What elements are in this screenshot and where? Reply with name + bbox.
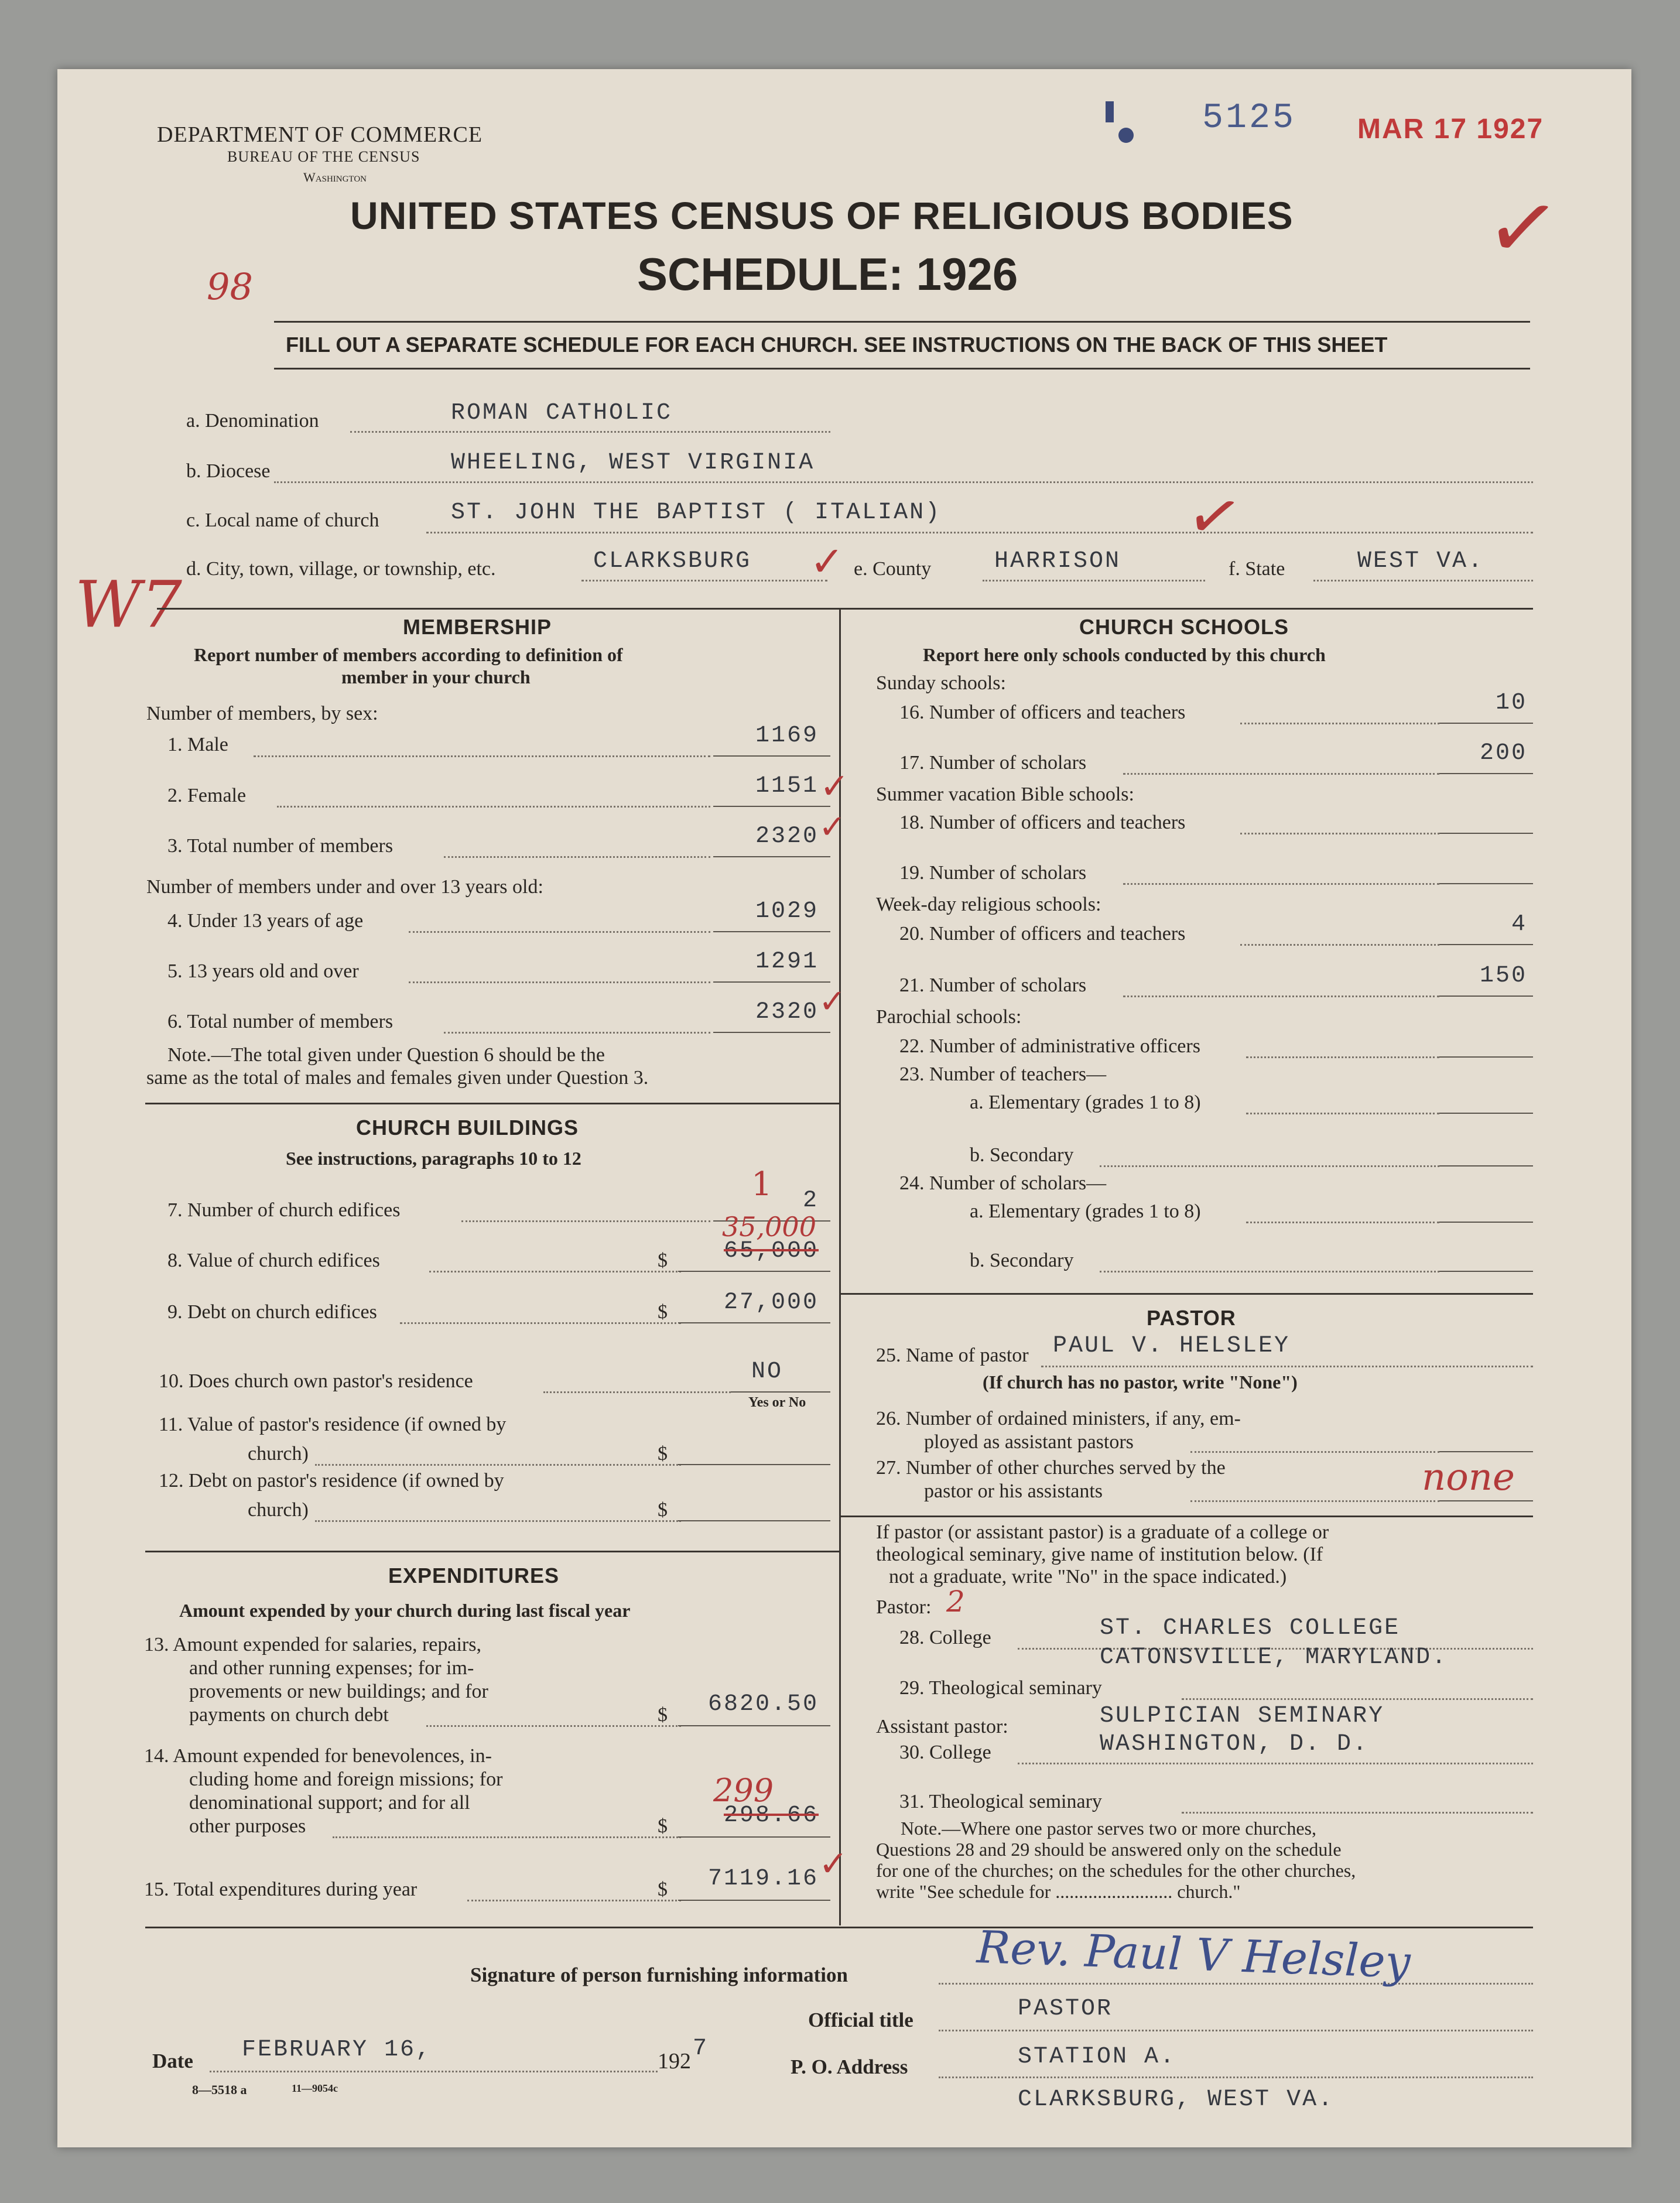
q3-value: 2320 bbox=[755, 823, 819, 850]
q9-value: 27,000 bbox=[723, 1289, 819, 1316]
q30-label: 30. College bbox=[899, 1742, 991, 1763]
county-label: e. County bbox=[854, 558, 932, 580]
q14-line4: other purposes bbox=[189, 1815, 306, 1837]
expenditures-heading: EXPENDITURES bbox=[388, 1564, 560, 1588]
q8-label: 8. Value of church edifices bbox=[167, 1250, 380, 1271]
q2-label: 2. Female bbox=[167, 785, 247, 806]
assistant-line2: WASHINGTON, D. D. bbox=[1100, 1731, 1369, 1757]
q25-note: (If church has no pastor, write "None") bbox=[983, 1371, 1298, 1393]
form-number: 8—5518 a bbox=[192, 2082, 247, 2097]
q27-line1: 27. Number of other churches served by the bbox=[876, 1457, 1226, 1479]
q8-dollar: $ bbox=[658, 1250, 668, 1271]
church-name-label: c. Local name of church bbox=[186, 509, 379, 531]
margin-ink-mark: W7 bbox=[75, 567, 183, 642]
state-value: WEST VA. bbox=[1357, 548, 1484, 574]
year-prefix: 192 bbox=[658, 2049, 691, 2074]
expenditures-sub: Amount expended by your church during last fiscal year bbox=[179, 1600, 631, 1621]
denomination-label: a. Denomination bbox=[186, 410, 319, 432]
q2-value: 1151 bbox=[755, 773, 819, 799]
q14-value: 298.66 bbox=[723, 1802, 819, 1829]
official-title-label: Official title bbox=[808, 2009, 913, 2031]
diocese-value: WHEELING, WEST VIRGINIA bbox=[451, 450, 815, 476]
ink-check-q15: ✓ bbox=[819, 1843, 848, 1884]
q6-value: 2320 bbox=[755, 999, 819, 1025]
q21-value: 150 bbox=[1479, 963, 1527, 989]
q5-value: 1291 bbox=[755, 949, 819, 975]
diocese-label: b. Diocese bbox=[186, 460, 271, 482]
q6-label: 6. Total number of members bbox=[167, 1011, 394, 1032]
q15-value: 7119.16 bbox=[707, 1866, 819, 1892]
q14-line2: cluding home and foreign missions; for bbox=[189, 1768, 503, 1790]
q13-line3: provements or new buildings; and for bbox=[189, 1681, 488, 1702]
q25-label: 25. Name of pastor bbox=[876, 1345, 1029, 1366]
membership-note2: same as the total of males and females given under Question 3. bbox=[146, 1067, 649, 1089]
q4-value: 1029 bbox=[755, 898, 819, 925]
membership-sub1: Report number of members according to definition of bbox=[194, 644, 623, 665]
q29-label: 29. Theological seminary bbox=[899, 1677, 1102, 1699]
pastor-note-4: write "See schedule for ......................... church." bbox=[876, 1881, 1241, 1902]
po-address-label: P. O. Address bbox=[791, 2055, 908, 2078]
q12-label: 12. Debt on pastor's residence (if owned by bbox=[159, 1470, 504, 1492]
vacation-label: Summer vacation Bible schools: bbox=[876, 784, 1134, 805]
q13-line2: and other running expenses; for im- bbox=[189, 1657, 474, 1679]
pastor-label: Pastor: bbox=[876, 1596, 932, 1618]
ink-check-q6: ✓ bbox=[819, 983, 846, 1021]
q13-value: 6820.50 bbox=[707, 1691, 819, 1718]
census-form bbox=[57, 69, 1631, 2147]
church-name-value: ST. JOHN THE BAPTIST ( ITALIAN) bbox=[451, 500, 942, 526]
q11-dollar: $ bbox=[658, 1443, 668, 1465]
q10-value: NO bbox=[751, 1359, 783, 1385]
q23-label: 23. Number of teachers— bbox=[899, 1063, 1107, 1085]
po-address-line1: STATION A. bbox=[1018, 2044, 1176, 2070]
q8-ink-correction: 35,000 bbox=[722, 1211, 816, 1243]
q25-value: PAUL V. HELSLEY bbox=[1053, 1333, 1291, 1359]
assistant-line1: SULPICIAN SEMINARY bbox=[1100, 1703, 1385, 1729]
q7-value: 2 bbox=[802, 1188, 819, 1214]
bureau-name: BUREAU OF THE CENSUS bbox=[227, 148, 420, 165]
form-title: UNITED STATES CENSUS OF RELIGIOUS BODIES bbox=[350, 194, 1294, 237]
q9-dollar: $ bbox=[658, 1301, 668, 1323]
assistant-label: Assistant pastor: bbox=[876, 1716, 1008, 1737]
q23a-label: a. Elementary (grades 1 to 8) bbox=[970, 1092, 1201, 1113]
q17-label: 17. Number of scholars bbox=[899, 752, 1087, 774]
q7-ink-correction: 1 bbox=[751, 1165, 772, 1203]
denomination-value: ROMAN CATHOLIC bbox=[451, 400, 673, 426]
sunday-label: Sunday schools: bbox=[876, 672, 1006, 694]
pastor-note-3: for one of the churches; on the schedules for the other churches, bbox=[876, 1860, 1356, 1881]
q28-line2: CATONSVILLE, MARYLAND. bbox=[1100, 1644, 1448, 1671]
pastor-ink-mark: 2 bbox=[946, 1585, 965, 1619]
year-digit: 7 bbox=[693, 2036, 709, 2062]
schedule-title: SCHEDULE: 1926 bbox=[637, 248, 1018, 300]
q28-label: 28. College bbox=[899, 1627, 991, 1648]
city-label: d. City, town, village, or township, etc. bbox=[186, 558, 496, 580]
official-title-value: PASTOR bbox=[1018, 1996, 1113, 2022]
q27-line2: pastor or his assistants bbox=[924, 1480, 1103, 1502]
date-label: Date bbox=[152, 2050, 193, 2072]
rule-top bbox=[274, 321, 1530, 323]
q15-label: 15. Total expenditures during year bbox=[144, 1879, 418, 1900]
rule-bottom bbox=[274, 368, 1530, 370]
q7-label: 7. Number of church edifices bbox=[167, 1199, 401, 1221]
buildings-heading: CHURCH BUILDINGS bbox=[356, 1116, 579, 1140]
q10-label: 10. Does church own pastor's residence bbox=[159, 1370, 473, 1392]
q15-dollar: $ bbox=[658, 1879, 668, 1900]
q5-label: 5. 13 years old and over bbox=[167, 960, 359, 982]
stamp-dot bbox=[1118, 128, 1134, 143]
buildings-sub: See instructions, paragraphs 10 to 12 bbox=[286, 1148, 581, 1169]
q23b-label: b. Secondary bbox=[970, 1144, 1074, 1166]
q16-label: 16. Number of officers and teachers bbox=[899, 702, 1186, 723]
parochial-label: Parochial schools: bbox=[876, 1006, 1022, 1028]
q28-line1: ST. CHARLES COLLEGE bbox=[1100, 1615, 1401, 1641]
q14-ink-correction: 299 bbox=[713, 1772, 774, 1809]
graduate-note-2: theological seminary, give name of institution below. (If bbox=[876, 1544, 1323, 1565]
ink-check-q2: ✓ bbox=[820, 766, 850, 807]
pastor-note-1: Note.—Where one pastor serves two or more churches, bbox=[901, 1818, 1316, 1839]
q11-label: 11. Value of pastor's residence (if owned by bbox=[159, 1414, 507, 1435]
q12-dollar: $ bbox=[658, 1499, 668, 1521]
q17-value: 200 bbox=[1479, 740, 1527, 767]
schools-heading: CHURCH SCHOOLS bbox=[1079, 615, 1289, 639]
q12-label2: church) bbox=[248, 1499, 309, 1521]
serial-number: 5125 bbox=[1202, 98, 1296, 138]
q31-label: 31. Theological seminary bbox=[899, 1791, 1102, 1812]
date-value: FEBRUARY 16, bbox=[242, 2037, 432, 2063]
ink-mark-98: 98 bbox=[207, 265, 253, 308]
q18-label: 18. Number of officers and teachers bbox=[899, 812, 1186, 833]
instruction-line: FILL OUT A SEPARATE SCHEDULE FOR EACH CHURCH. SEE INSTRUCTIONS ON THE BACK OF THIS SHEET bbox=[286, 333, 1388, 357]
po-address-line2: CLARKSBURG, WEST VA. bbox=[1018, 2086, 1335, 2113]
q20-label: 20. Number of officers and teachers bbox=[899, 923, 1186, 945]
ink-check-q3: ✓ bbox=[819, 808, 846, 846]
graduate-note-3: not a graduate, write "No" in the space indicated.) bbox=[889, 1566, 1287, 1588]
q26-line1: 26. Number of ordained ministers, if any, em- bbox=[876, 1408, 1241, 1429]
q9-label: 9. Debt on church edifices bbox=[167, 1301, 377, 1323]
under-over-label: Number of members under and over 13 years old: bbox=[146, 876, 543, 898]
q26-line2: ployed as assistant pastors bbox=[924, 1431, 1134, 1453]
schools-sub: Report here only schools conducted by this church bbox=[923, 644, 1326, 665]
q22-label: 22. Number of administrative officers bbox=[899, 1035, 1200, 1057]
yes-no-hint: Yes or No bbox=[748, 1395, 806, 1410]
q24-label: 24. Number of scholars— bbox=[899, 1172, 1107, 1194]
ink-check-church: ✓ bbox=[1180, 474, 1249, 559]
ink-check-city: ✓ bbox=[810, 538, 844, 586]
signature-label: Signature of person furnishing information bbox=[470, 1963, 848, 1986]
q21-label: 21. Number of scholars bbox=[899, 974, 1087, 996]
q14-dollar: $ bbox=[658, 1815, 668, 1837]
pastor-signature: Rev. Paul V Helsley bbox=[976, 1921, 1412, 1988]
q1-label: 1. Male bbox=[167, 734, 228, 755]
washington-label: Washington bbox=[303, 170, 367, 184]
print-number: 11—9054c bbox=[292, 2082, 338, 2094]
pastor-note-2: Questions 28 and 29 should be answered only on the schedule bbox=[876, 1839, 1342, 1860]
city-value: CLARKSBURG bbox=[593, 548, 752, 574]
department-name: DEPARTMENT OF COMMERCE bbox=[157, 122, 483, 147]
q13-dollar: $ bbox=[658, 1704, 668, 1726]
q16-value: 10 bbox=[1495, 690, 1527, 716]
q24a-label: a. Elementary (grades 1 to 8) bbox=[970, 1200, 1201, 1222]
state-label: f. State bbox=[1229, 558, 1285, 580]
membership-heading: MEMBERSHIP bbox=[403, 615, 552, 639]
by-sex-label: Number of members, by sex: bbox=[146, 703, 378, 724]
q19-label: 19. Number of scholars bbox=[899, 862, 1087, 884]
q11-label2: church) bbox=[248, 1443, 309, 1465]
ink-check-top: ✓ bbox=[1479, 173, 1567, 284]
q4-label: 4. Under 13 years of age bbox=[167, 910, 364, 932]
membership-note1: Note.—The total given under Question 6 should be the bbox=[167, 1044, 605, 1066]
q14-line1: 14. Amount expended for benevolences, in- bbox=[144, 1745, 492, 1767]
q3-label: 3. Total number of members bbox=[167, 835, 394, 857]
q24b-label: b. Secondary bbox=[970, 1250, 1074, 1271]
pastor-heading: PASTOR bbox=[1147, 1306, 1236, 1330]
q8-value: 65,000 bbox=[723, 1238, 819, 1264]
q20-value: 4 bbox=[1511, 911, 1527, 938]
q27-value: none bbox=[1422, 1456, 1515, 1499]
q13-line1: 13. Amount expended for salaries, repairs, bbox=[144, 1634, 481, 1655]
stamp-mark bbox=[1106, 101, 1114, 122]
q14-line3: denominational support; and for all bbox=[189, 1792, 470, 1814]
graduate-note-1: If pastor (or assistant pastor) is a graduate of a college or bbox=[876, 1521, 1329, 1543]
received-stamp: MAR 17 1927 bbox=[1357, 114, 1544, 145]
membership-sub2: member in your church bbox=[341, 666, 531, 687]
county-value: HARRISON bbox=[994, 548, 1121, 574]
q13-line4: payments on church debt bbox=[189, 1704, 389, 1726]
weekday-label: Week-day religious schools: bbox=[876, 894, 1101, 915]
q1-value: 1169 bbox=[755, 723, 819, 749]
